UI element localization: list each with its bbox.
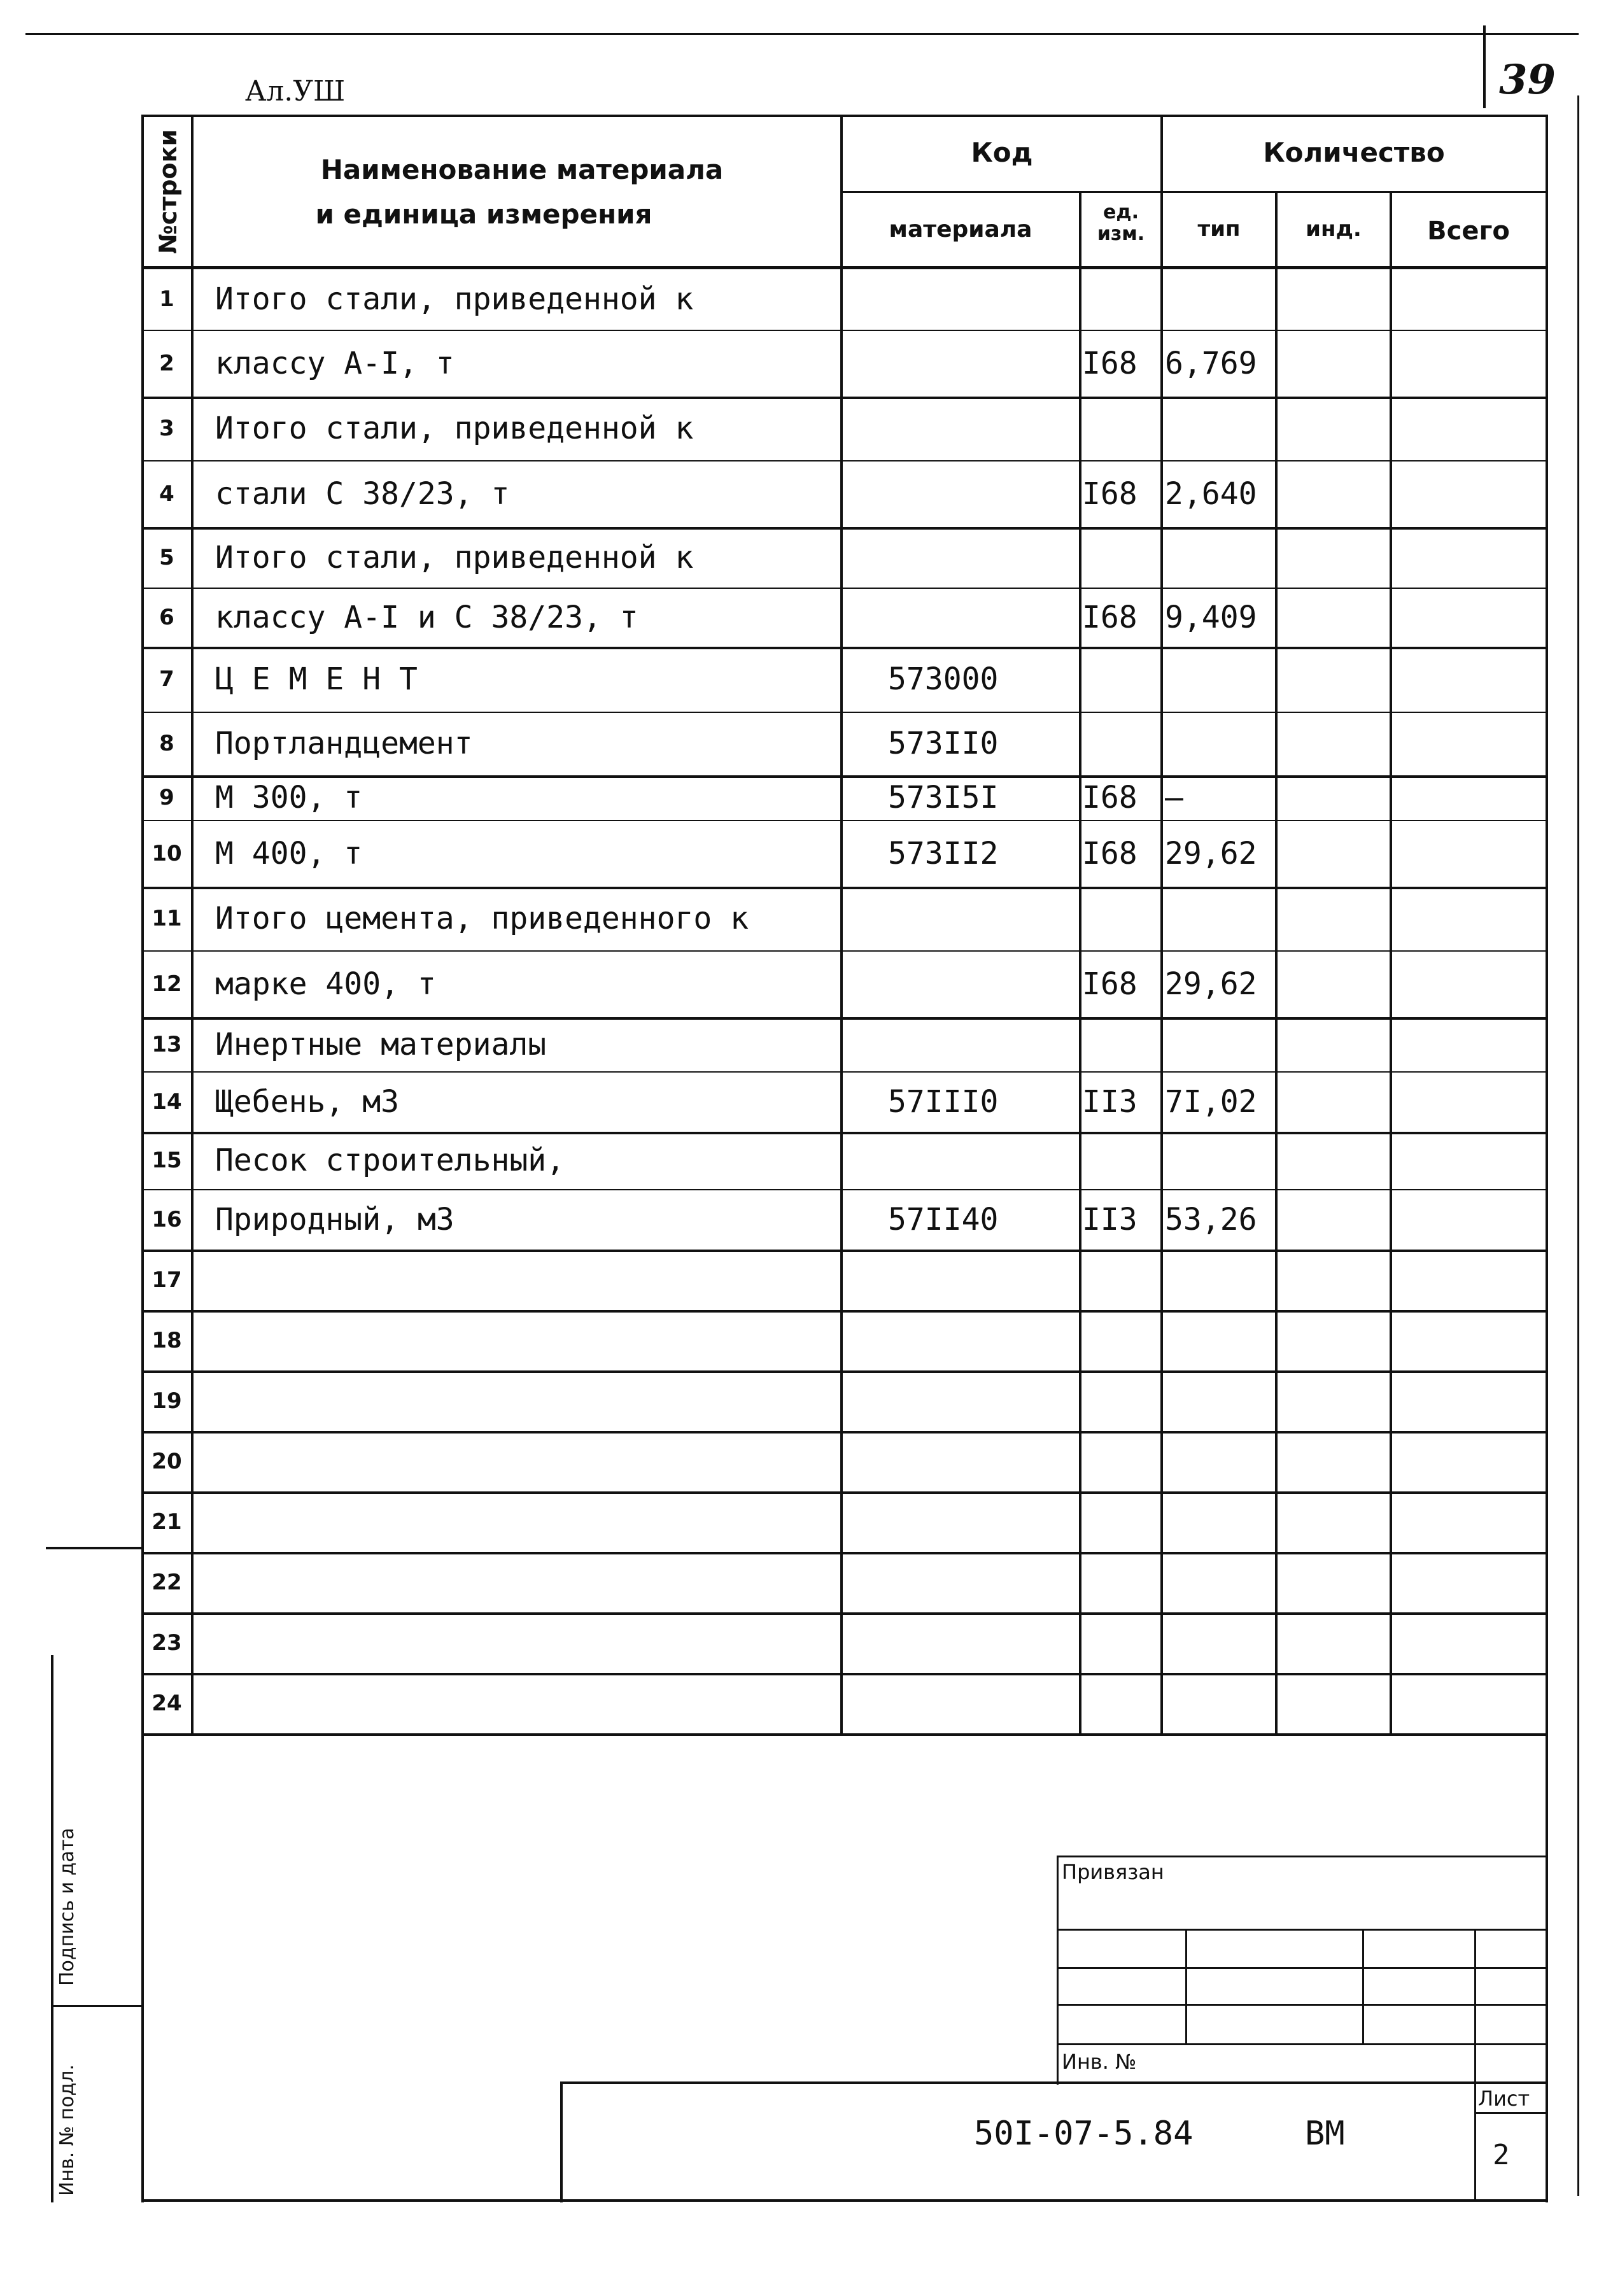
row-number: 4 <box>159 481 174 507</box>
row-separator <box>144 647 1548 649</box>
row-number: 22 <box>151 1570 182 1595</box>
row-number: 15 <box>151 1148 182 1173</box>
row-type-quantity: 29,62 <box>1165 836 1257 871</box>
row-number: 3 <box>159 416 174 441</box>
header-material: материала <box>889 216 1032 243</box>
stamp-approved-left <box>1057 1856 1059 2085</box>
row-unit: I68 <box>1082 600 1138 635</box>
row-unit: I68 <box>1082 966 1138 1002</box>
row-material-code: 57II40 <box>888 1202 999 1237</box>
top-rule <box>25 33 1579 35</box>
row-separator <box>144 1612 1548 1615</box>
col-divider-type <box>1275 191 1278 1735</box>
row-separator <box>144 950 1548 952</box>
row-name: Портландцемент <box>215 726 473 761</box>
header-total: Всего <box>1427 216 1510 246</box>
row-name: Итого стали, приведенной к <box>215 411 694 446</box>
table-top-border <box>141 115 1548 117</box>
row-name: марке 400, т <box>215 966 436 1002</box>
sheet-number: 39 <box>1499 56 1556 104</box>
stamp-grid-col-3 <box>1474 1929 1476 2199</box>
row-name: Ц Е М Е Н Т <box>215 661 418 697</box>
stamp-grid-line-4 <box>1057 2043 1547 2045</box>
row-number: 17 <box>151 1267 182 1293</box>
row-unit: I68 <box>1082 780 1138 815</box>
row-name: Итого цемента, приведенного к <box>215 901 749 936</box>
row-separator <box>144 1491 1548 1494</box>
row-separator <box>144 1250 1548 1252</box>
right-page-edge <box>1577 95 1579 2196</box>
row-material-code: 573II2 <box>888 836 999 871</box>
row-separator <box>144 1310 1548 1313</box>
row-name: М 300, т <box>215 780 363 815</box>
frame-bottom <box>141 2199 1548 2202</box>
row-number: 11 <box>151 906 182 931</box>
row-name: Итого стали, приведенной к <box>215 281 694 317</box>
row-name: Природный, м3 <box>215 1202 454 1237</box>
title-block-top <box>560 2081 1547 2084</box>
header-name-line1: Наименование материала <box>320 154 724 185</box>
side-strip-top <box>46 1547 143 1549</box>
row-number: 9 <box>159 785 174 810</box>
row-type-quantity: 2,640 <box>1165 476 1257 512</box>
row-name: Инертные материалы <box>215 1027 547 1062</box>
stamp-grid-line-3 <box>1057 2004 1547 2006</box>
row-name: Итого стали, приведенной к <box>215 540 694 575</box>
row-type-quantity: 7I,02 <box>1165 1084 1257 1120</box>
row-number: 2 <box>159 351 174 376</box>
row-separator <box>144 1733 1548 1736</box>
row-material-code: 573I5I <box>888 780 999 815</box>
row-separator <box>144 775 1548 778</box>
col-divider-ind <box>1390 191 1392 1735</box>
side-strip-left <box>51 1655 53 2202</box>
sheet-label-divider <box>1474 2112 1547 2114</box>
row-name: стали С 38/23, т <box>215 476 510 512</box>
stamp-grid-line-1 <box>1057 1929 1547 1931</box>
row-separator <box>144 1017 1548 1020</box>
row-number: 1 <box>159 286 174 312</box>
header-name-line2: и единица измерения <box>315 199 652 230</box>
row-number: 21 <box>151 1509 182 1535</box>
stamp-approved-top <box>1057 1856 1547 1857</box>
stamp-grid-col-1 <box>1185 1929 1187 2043</box>
row-number: 23 <box>151 1630 182 1656</box>
row-separator <box>144 887 1548 889</box>
row-number: 12 <box>151 971 182 997</box>
row-unit: I68 <box>1082 476 1138 512</box>
header-row-number: №строки <box>154 129 182 254</box>
row-number: 5 <box>159 545 174 570</box>
stamp-grid-line-2 <box>1057 1967 1547 1969</box>
row-type-quantity: 9,409 <box>1165 600 1257 635</box>
row-type-quantity: – <box>1165 780 1183 815</box>
row-number: 6 <box>159 605 174 630</box>
row-separator <box>144 1673 1548 1675</box>
header-subgroup-line <box>840 191 1547 193</box>
row-separator <box>144 1189 1548 1190</box>
col-divider-code <box>1079 191 1081 1735</box>
row-unit: II3 <box>1082 1084 1138 1120</box>
document-code: 50I-07-5.84 <box>974 2115 1194 2153</box>
header-unit-line2: изм. <box>1097 223 1145 245</box>
row-name: Песок строительный, <box>215 1143 565 1178</box>
row-number: 10 <box>151 841 182 866</box>
album-label: Ал.УШ <box>245 75 346 108</box>
row-number: 20 <box>151 1449 182 1474</box>
row-unit: I68 <box>1082 346 1138 381</box>
row-number: 16 <box>151 1207 182 1232</box>
row-number: 14 <box>151 1089 182 1115</box>
stamp-approved-label: Привязан <box>1062 1860 1164 1884</box>
row-number: 8 <box>159 731 174 756</box>
header-bottom-line <box>141 266 1548 269</box>
row-separator <box>144 712 1548 713</box>
sheet-number-divider <box>1483 25 1486 108</box>
row-type-quantity: 29,62 <box>1165 966 1257 1002</box>
stamp-grid-col-2 <box>1362 1929 1364 2043</box>
header-unit-line1: ед. <box>1103 201 1139 223</box>
row-separator <box>144 1132 1548 1134</box>
row-separator <box>144 397 1548 399</box>
row-separator <box>144 1071 1548 1073</box>
row-unit: I68 <box>1082 836 1138 871</box>
table-right-border <box>1546 115 1548 2202</box>
side-label-signature-date: Подпись и дата <box>56 1828 78 1986</box>
row-number: 19 <box>151 1388 182 1414</box>
row-number: 24 <box>151 1691 182 1716</box>
header-ind: инд. <box>1306 216 1362 242</box>
row-separator <box>144 330 1548 331</box>
title-block-left <box>560 2081 563 2202</box>
row-unit: II3 <box>1082 1202 1138 1237</box>
row-material-code: 573II0 <box>888 726 999 761</box>
row-number: 7 <box>159 666 174 692</box>
sheet-value: 2 <box>1493 2139 1510 2171</box>
row-separator <box>144 588 1548 589</box>
header-type: тип <box>1197 216 1241 242</box>
row-name: М 400, т <box>215 836 363 871</box>
sheet-label: Лист <box>1478 2087 1530 2111</box>
row-name: Щебень, м3 <box>215 1084 399 1120</box>
row-number: 13 <box>151 1032 182 1057</box>
row-separator <box>144 1431 1548 1433</box>
row-type-quantity: 6,769 <box>1165 346 1257 381</box>
row-separator <box>144 527 1548 530</box>
row-name: классу А-I, т <box>215 346 454 381</box>
document-type: ВМ <box>1305 2115 1345 2153</box>
row-number: 18 <box>151 1328 182 1353</box>
side-label-inv-no: Инв. № подл. <box>56 2064 78 2196</box>
header-quantity-group: Количество <box>1263 137 1445 168</box>
row-separator <box>144 820 1548 821</box>
row-type-quantity: 53,26 <box>1165 1202 1257 1237</box>
row-separator <box>144 1552 1548 1554</box>
row-material-code: 57III0 <box>888 1084 999 1120</box>
row-material-code: 573000 <box>888 661 999 697</box>
side-strip-divider <box>51 2005 143 2007</box>
header-code-group: Код <box>971 137 1033 168</box>
stamp-inv-no-label: Инв. № <box>1062 2050 1137 2074</box>
row-separator <box>144 460 1548 461</box>
row-separator <box>144 1370 1548 1373</box>
row-name: классу А-I и С 38/23, т <box>215 600 638 635</box>
